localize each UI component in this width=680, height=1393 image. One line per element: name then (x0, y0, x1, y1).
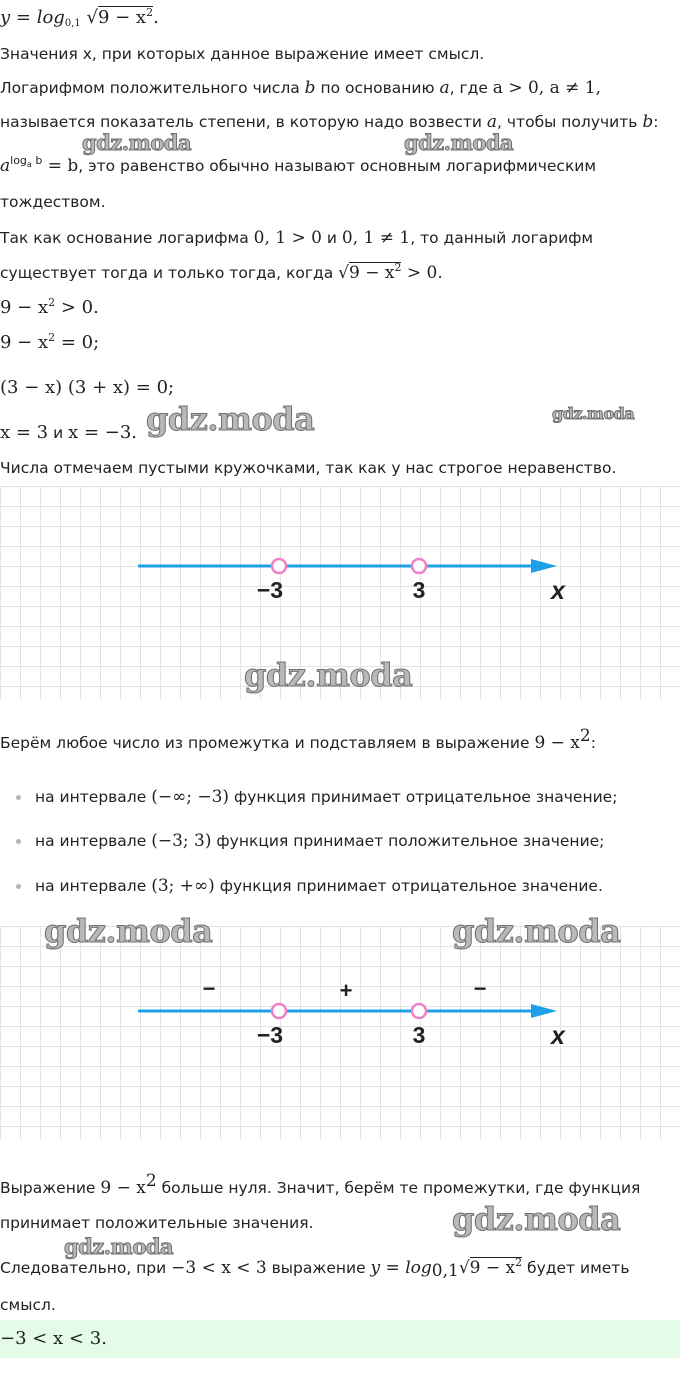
list-item: на интервале (−3; 3) функция принимает положительное значение; (35, 831, 605, 851)
text-line-6: Так как основание логарифма 0, 1 > 0 и 0, 1 ≠ 1, то данный логарифм (0, 228, 594, 248)
watermark: gdz.moda (44, 912, 213, 950)
text-line-14: Берём любое число из промежутка и подставляем в выражение $9 - x^2$: (0, 726, 596, 753)
text-line-17: Следовательно, при −3 < x < 3 выражение $y = \log_{0,1}√9 - x^2$ будет иметь (0, 1256, 630, 1281)
text-line-5: тождеством. (0, 193, 106, 211)
bullet-dot (16, 884, 21, 889)
axis-arrow (531, 559, 557, 573)
text-line-4: $a^{log_a b} = b$, это равенство обычно называют основным логарифмическим (0, 154, 597, 176)
factor-line: (3 − x) (3 + x) = 0; (0, 377, 175, 398)
number-line-figure-2 (0, 926, 680, 1140)
sign-label: + (339, 978, 353, 1003)
watermark: gdz.moda (404, 130, 514, 155)
watermark: gdz.moda (244, 656, 413, 694)
equation-line: $9 - x^2 = 0$; (0, 331, 100, 353)
text-line-1: Значения x, при которых данное выражение имеет смысл. (0, 45, 485, 63)
point-3 (412, 1004, 426, 1018)
text-line-7: существует тогда и только тогда, когда $√9 - x^2 > 0$. (0, 261, 443, 283)
watermark: gdz.moda (64, 1234, 174, 1259)
tick-label: −3 (256, 1022, 284, 1048)
text-line-15: Выражение $9 - x^2$ больше нуля. Значит, берём те промежутки, где функция (0, 1171, 641, 1198)
sqrt-sign: √ (86, 7, 98, 28)
text-line-16: принимает положительные значения. (0, 1214, 314, 1232)
tick-label: 3 (412, 577, 426, 603)
text-line-3: называется показатель степени, в которую надо возвести a, чтобы получить b: (0, 112, 659, 132)
watermark: gdz.moda (552, 404, 635, 423)
roots-line: x = 3 и x = −3. (0, 422, 138, 443)
axis-label: x (551, 1022, 565, 1050)
bullet-dot (16, 839, 21, 844)
text-line-13: Числа отмечаем пустыми кружочками, так как у нас строгое неравенство. (0, 459, 617, 477)
inequality-line: $9 - x^2 > 0$. (0, 296, 99, 318)
sqrt-sign: √ (338, 263, 350, 283)
list-item: на интервале (3; +∞) функция принимает отрицательное значение. (35, 876, 603, 896)
point-minus-3 (272, 1004, 286, 1018)
number-line-svg-2 (0, 926, 680, 1140)
function-definition: $y = \log_{0,1} √9 - x^2$. (0, 6, 159, 29)
axis-arrow (531, 1004, 557, 1018)
watermark: gdz.moda (452, 1200, 621, 1238)
point-minus-3 (272, 559, 286, 573)
tick-label: 3 (412, 1022, 426, 1048)
sqrt-argument: $9 - x^2$ (97, 6, 154, 28)
sign-label: − (202, 976, 216, 1001)
axis-label: x (551, 577, 565, 605)
tick-label: −3 (256, 577, 284, 603)
bullet-dot (16, 795, 21, 800)
answer-text: −3 < x < 3. (0, 1328, 107, 1349)
watermark: gdz.moda (82, 130, 192, 155)
point-3 (412, 559, 426, 573)
list-item: на интервале (−∞; −3) функция принимает отрицательное значение; (35, 787, 618, 807)
y-var: y = log (0, 7, 65, 28)
text-line-18: смысл. (0, 1296, 56, 1314)
log-base: 0,1 (64, 18, 81, 29)
watermark: gdz.moda (452, 912, 621, 950)
text-line-2: Логарифмом положительного числа b по основанию a, где a > 0, a ≠ 1, (0, 78, 602, 98)
sign-label: − (473, 976, 487, 1001)
watermark: gdz.moda (146, 400, 315, 438)
